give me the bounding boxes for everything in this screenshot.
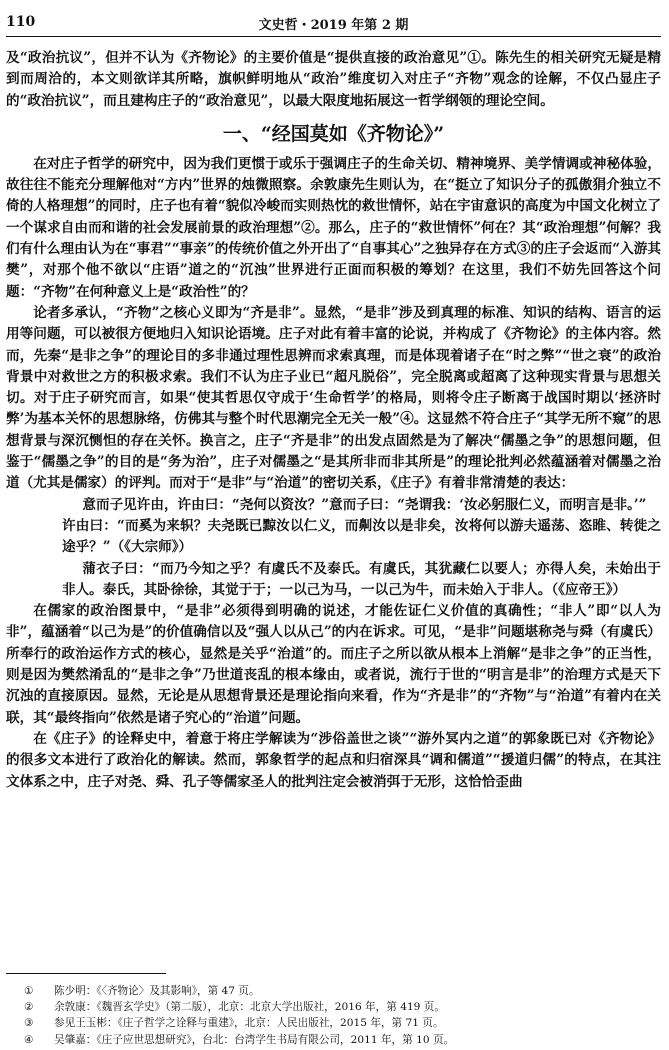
footnote-mark: ① <box>24 985 34 997</box>
footnote-item <box>6 983 661 999</box>
footnote-item <box>6 1032 661 1048</box>
journal-title: 文史哲・2019 年第 2 期 <box>258 18 409 33</box>
footnote-mark: ④ <box>24 1033 34 1046</box>
footnote-divider <box>6 973 166 974</box>
quote-line: 意而子见许由，许由曰：“尧何以资汝？”意而子曰：“尧谓我：‘汝必躬服仁义，而明言是非。’” <box>82 496 647 513</box>
running-header <box>6 14 661 37</box>
footnote-mark: ③ <box>24 1017 34 1030</box>
footnote-text: 陈少明：《〈齐物论〉及其影响》，第 47 页。 <box>54 985 260 997</box>
quote-line: 蒲衣子曰：“而乃今知之乎？有虞氏不及泰氏。有虞氏，其犹藏仁以要人；亦得人矣，未始出于非人。泰氏，其卧徐徐，其觉于于；一以己为马，一以己为牛，而未始入于非人。（《应帝王》） <box>62 560 661 598</box>
footnote-text: 吴肇嘉：《庄子应世思想研究》，台北：台湾学生书局有限公司，2011 年，第 10 页。 <box>54 1033 455 1046</box>
section-heading: 一、“经国莫如《齐物论》” <box>222 122 445 145</box>
paragraph-intro: 及“政治抗议”，但并不认为《齐物论》的主要价值是“提供直接的政治意见”①。陈先生的相关研究无疑是精到而周洽的，本文则欲详其所略，旗帜鲜明地从“政治”维度切入对庄子“齐物”观念的诠解，不仅凸显庄子的“政治抗议”，而且建构庄子的“政治意见”，以最大限度地拓展这一哲学纲领的理论空间。 <box>6 50 661 109</box>
page-number: 110 <box>6 14 36 30</box>
block-quote-1 <box>62 495 661 559</box>
footnotes <box>6 983 661 1048</box>
footnote-item <box>6 999 661 1015</box>
block-quote-2 <box>62 559 661 602</box>
footnote-text: 余敦康：《魏晋玄学史》（第二版），北京：北京大学出版社，2016 年，第 419 页。 <box>54 1001 445 1014</box>
paragraph-1: 在对庄子哲学的研究中，因为我们更惯于或乐于强调庄子的生命关切、精神境界、美学情调或神秘体验，故往往不能充分理解他对“方内”世界的烛微照察。余敦康先生则认为，在“挺立了知识分子的孤傲狷介独立不倚的人格理想”的同时，庄子也有着“貌似冷峻而实则热忱的救世情怀，站在宇宙意识的高度为中国文化树立了一个谋求自由而和谐的社会发展前景的政治理想”②。那么，庄子的“救世情怀”何在？其“政治理想”何解？我们有什么理由认为在“事君”“事亲”的传统价值之外开出了“自事其心”之独异存在方式③的庄子会返而“入游其樊”，对那个他不欲以“庄语”道之的“沉浊”世界进行正面而积极的筹划？在这里，我们不妨先回答这个问题：“齐物”在何种意义上是“政治性”的？ <box>6 155 661 300</box>
quote-line: 许由曰：“而奚为来轵？夫尧既已黥汝以仁义，而劓汝以是非矣，汝将何以游夫遥荡、恣睢、转徙之途乎？”（《大宗师》） <box>62 517 661 556</box>
paragraph-3: 在儒家的政治图景中，“是非”必须得到明确的说述，才能佐证仁义价值的真确性；“非人”即“以人为非”，蕴涵着“以己为是”的价值确信以及“强人以从己”的内在诉求。可见，“是非”问题堪称尧与舜（有虞氏）所奉行的政治运作方式的核心，显然是关乎“治道”的。而庄子之所以欲从根本上消解“是非之争”的正当性，则是因为樊然淆乱的“是非之争”乃世道丧乱的根本缘由，或者说，流行于世的“明言是非”的治理方式是天下沉浊的直接原因。显然，无论是从思想背景还是理论指向来看，作为“齐是非”的“齐物”与“治道”有着内在关联，其“最终指向”依然是诸子究心的“治道”问题。 <box>6 603 661 726</box>
paragraph-2: 论者多承认，“齐物”之核心义即为“齐是非”。显然，“是非”涉及到真理的标准、知识的结构、语言的运用等问题，可以被很方便地归入知识论语境。庄子对此有着丰富的论说，并构成了《齐物论》的主体内容。然而，先秦“是非之争”的理论目的多非通过理性思辨而求索真理，而是体现着诸子在“时之弊”“世之衰”的政治背景中对救世之方的积极求索。我们不认为庄子业已“超凡脱俗”，完全脱离或超离了这种现实背景与思想关切。对于庄子研究而言，如果“使其哲思仅守成于‘生命哲学’的格局，则将令庄子断离于战国时期以‘拯济时弊’为基本关怀的思想脉络，仿佛其与整个时代思潮完全无关一般”④。这显然不符合庄子“其学无所不窥”的思想背景与深沉恻怛的存在关怀。换言之，庄子“齐是非”的出发点固然是为了解决“儒墨之争”的思想问题，但鉴于“儒墨之争”的目的是“务为治”，庄子对儒墨之“是其所非而非其所是”的理论批判必然蕴涵着对儒墨之治道（尤其是儒家）的评判。而对于“是非”与“治道”的密切关系，《庄子》有着非常清楚的表达： <box>6 304 661 492</box>
footnote-item <box>6 1015 661 1031</box>
footnote-mark: ② <box>24 1001 34 1014</box>
footnote-text: 参见王玉彬：《庄子哲学之诠释与重建》，北京：人民出版社，2015 年，第 71 页。 <box>54 1017 444 1030</box>
paragraph-4: 在《庄子》的诠释史中，着意于将庄学解读为“涉俗盖世之谈”“游外冥内之道”的郭象既已对《齐物论》的很多文本进行了政治化的解读。然而，郭象哲学的起点和归宿深具“调和儒道”“援道归儒”的特点，在其注文体系之中，庄子对尧、舜、孔子等儒家圣人的批判注定会被消弭于无形，这恰恰歪曲 <box>6 730 661 790</box>
article-body <box>6 48 661 793</box>
